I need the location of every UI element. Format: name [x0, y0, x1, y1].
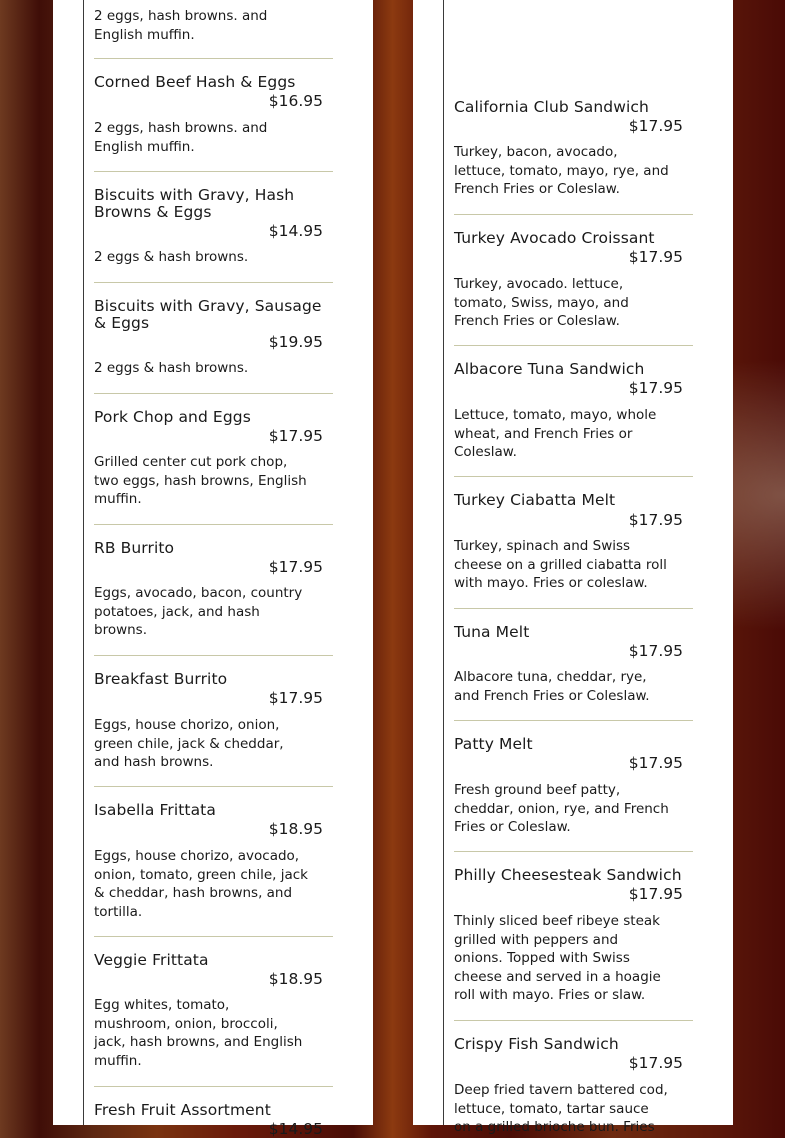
- item-divider: [454, 1020, 693, 1021]
- item-price: $19.95: [268, 333, 323, 351]
- item-price: $17.95: [268, 558, 323, 576]
- menu-item[interactable]: [454, 98, 693, 197]
- item-divider: [94, 393, 333, 394]
- item-price: $17.95: [268, 427, 323, 445]
- item-description: Lettuce, tomato, mayo, whole wheat, and French Fries or Coleslaw.: [454, 407, 657, 460]
- item-description: 2 eggs, hash browns. and English muffin.: [94, 8, 268, 43]
- item-name: Fresh Fruit Assortment: [94, 1101, 271, 1119]
- menu-item[interactable]: [454, 491, 693, 591]
- right-panel-border: [443, 0, 444, 1125]
- item-name: California Club Sandwich: [454, 98, 649, 116]
- item-description: Fresh ground beef patty, cheddar, onion, rye, and French Fries or Coleslaw.: [454, 782, 669, 835]
- item-price: $17.95: [628, 511, 683, 529]
- item-description: Grilled center cut pork chop, two eggs, hash browns, English muffin.: [94, 454, 307, 507]
- item-price: $17.95: [628, 248, 683, 266]
- item-name: Breakfast Burrito: [94, 670, 228, 688]
- item-price: $17.95: [628, 754, 683, 772]
- item-price: $17.95: [628, 885, 683, 903]
- menu-item[interactable]: [454, 866, 693, 1003]
- left-panel-border: [83, 0, 84, 1125]
- menu-item[interactable]: [94, 1101, 333, 1138]
- item-price: $18.95: [268, 820, 323, 838]
- item-name: Philly Cheesesteak Sandwich: [454, 866, 682, 884]
- menu-item[interactable]: [94, 408, 333, 507]
- item-divider: [454, 851, 693, 852]
- item-name: Crispy Fish Sandwich: [454, 1035, 619, 1053]
- menu-item[interactable]: [454, 360, 693, 460]
- item-description: Turkey, spinach and Swiss cheese on a grilled ciabatta roll with mayo. Fries or coleslaw.: [454, 538, 667, 591]
- item-description: Eggs, house chorizo, avocado, onion, tomato, green chile, jack & cheddar, hash browns, and tortilla.: [94, 848, 308, 920]
- item-price: $17.95: [628, 642, 683, 660]
- item-price: $17.95: [628, 117, 683, 135]
- item-name: Isabella Frittata: [94, 801, 216, 819]
- item-description: Eggs, avocado, bacon, country potatoes, jack, and hash browns.: [94, 585, 303, 638]
- menu-item[interactable]: [94, 951, 333, 1069]
- item-description: Deep fried tavern battered cod, lettuce, tomato, tartar sauce on a grilled brioche bun. Fries: [454, 1082, 668, 1135]
- menu-item[interactable]: [94, 186, 333, 265]
- item-divider: [94, 282, 333, 283]
- item-price: $17.95: [268, 689, 323, 707]
- item-divider: [454, 608, 693, 609]
- menu-item[interactable]: [94, 801, 333, 920]
- item-divider: [94, 655, 333, 656]
- item-price: $18.95: [268, 970, 323, 988]
- item-price: $14.95: [268, 1120, 323, 1138]
- item-divider: [94, 786, 333, 787]
- item-name: Biscuits with Gravy, Sausage & Eggs: [94, 297, 322, 332]
- menu-item[interactable]: [454, 1035, 693, 1135]
- menu-item[interactable]: [454, 735, 693, 835]
- item-name: Veggie Frittata: [94, 951, 209, 969]
- item-name: Turkey Ciabatta Melt: [454, 491, 616, 509]
- item-description: Turkey, avocado. lettuce, tomato, Swiss, mayo, and French Fries or Coleslaw.: [454, 276, 629, 329]
- item-description: Eggs, house chorizo, onion, green chile, jack & cheddar, and hash browns.: [94, 717, 284, 770]
- item-price: $17.95: [628, 379, 683, 397]
- item-divider: [454, 345, 693, 346]
- item-description: 2 eggs, hash browns. and English muffin.: [94, 120, 268, 155]
- item-name: Albacore Tuna Sandwich: [454, 360, 645, 378]
- item-divider: [454, 214, 693, 215]
- menu-item[interactable]: [94, 73, 333, 155]
- item-name: Corned Beef Hash & Eggs: [94, 73, 296, 91]
- menu-item[interactable]: [94, 297, 333, 376]
- item-divider: [94, 171, 333, 172]
- item-description: Thinly sliced beef ribeye steak grilled with peppers and onions. Topped with Swiss cheese and served in a hoagie roll with mayo. Fries or slaw.: [454, 913, 661, 1003]
- item-divider: [94, 524, 333, 525]
- item-name: Tuna Melt: [454, 623, 530, 641]
- menu-item[interactable]: [94, 539, 333, 638]
- menu-item[interactable]: [454, 229, 693, 329]
- item-description: Albacore tuna, cheddar, rye, and French Fries or Coleslaw.: [454, 669, 650, 704]
- menu-item[interactable]: [94, 670, 333, 770]
- item-name: Turkey Avocado Croissant: [454, 229, 655, 247]
- item-description: Turkey, bacon, avocado, lettuce, tomato, mayo, rye, and French Fries or Coleslaw.: [454, 144, 669, 197]
- item-name: Pork Chop and Eggs: [94, 408, 251, 426]
- item-price: $14.95: [268, 222, 323, 240]
- item-divider: [454, 476, 693, 477]
- item-name: Patty Melt: [454, 735, 533, 753]
- item-description: 2 eggs & hash browns.: [94, 360, 249, 376]
- item-divider: [454, 720, 693, 721]
- item-name: RB Burrito: [94, 539, 175, 557]
- item-name: Biscuits with Gravy, Hash Browns & Eggs: [94, 186, 295, 221]
- menu-item[interactable]: [454, 623, 693, 704]
- item-divider: [94, 936, 333, 937]
- item-price: $16.95: [268, 92, 323, 110]
- item-description: 2 eggs & hash browns.: [94, 249, 249, 265]
- item-price: $17.95: [628, 1054, 683, 1072]
- item-description: Egg whites, tomato, mushroom, onion, broccoli, jack, hash browns, and English muffin.: [94, 997, 303, 1069]
- item-divider: [94, 1086, 333, 1087]
- item-divider: [94, 58, 333, 59]
